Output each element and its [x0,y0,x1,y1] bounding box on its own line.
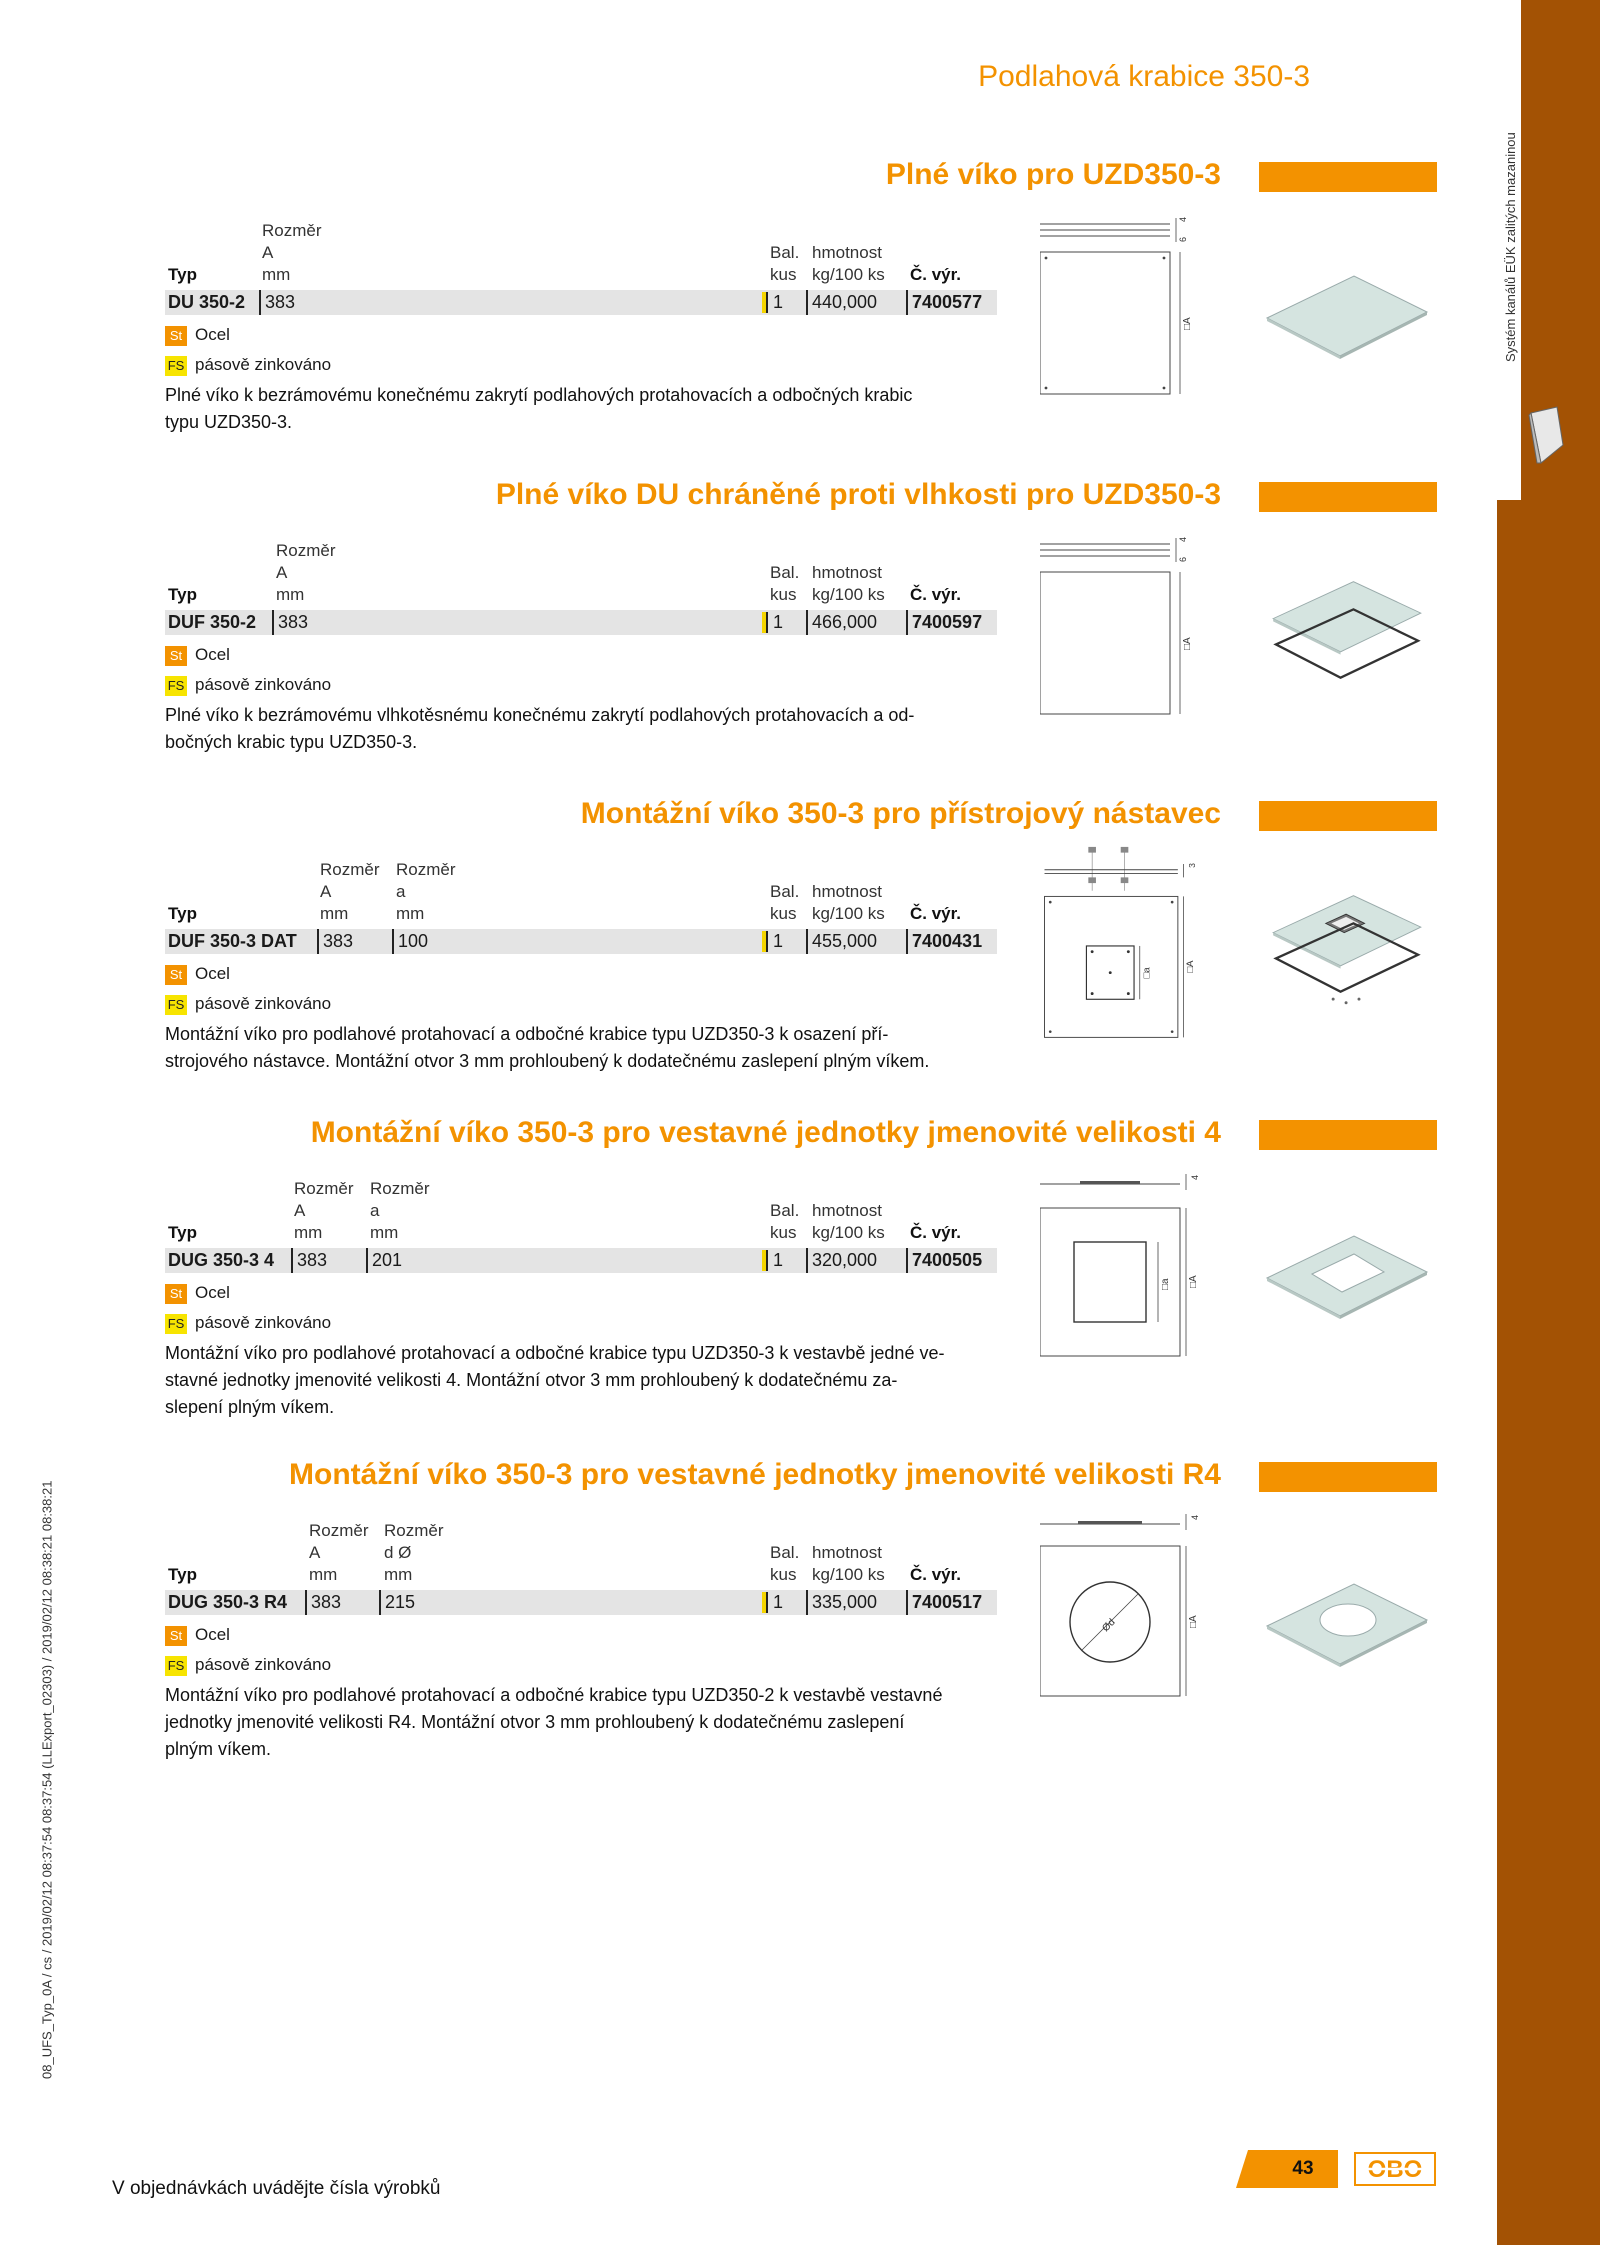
material-fs: FS pásově zinkováno [165,354,331,376]
dim-depth: 3 [1187,863,1197,868]
section-title: Montážní víko 350-3 pro přístrojový nástavec [580,797,1221,830]
dim-thickness: 4 [1178,216,1188,222]
technical-drawing [1040,1170,1230,1370]
hdr-typ: Typ [168,904,197,923]
cell-bal: 1 [773,1250,784,1270]
hdr-bal: Bal. [770,882,800,901]
description: Plné víko k bezrámovému vlhkotěsnému konečnému zakrytí podlahových protahovacích a od- bočných krabic typu UZD350-3. [165,705,915,752]
hdr-kus: kus [770,265,797,284]
hdr-mm-2: mm [384,1565,413,1584]
hdr-kus: kus [770,904,797,923]
hdr-kg: kg/100 ks [812,585,885,604]
dim-a: □A [1182,317,1193,330]
fs-badge: FS [165,1314,187,1334]
hdr-rozmer-2: Rozměr [384,1521,444,1540]
cell-bal: 1 [773,1592,784,1612]
description: Montážní víko pro podlahové protahovací a odbočné krabice typu UZD350-3 k osazení pří- strojového nástavce. Montážní otvor 3 mm prohloubený k dodatečnému zaslepení plným víkem. [165,1024,930,1071]
st-badge: St [165,646,187,666]
cell-type: DUG 350-3 R4 [168,1592,288,1612]
hdr-mm: mm [262,265,291,284]
dim-a: □A [1182,637,1193,650]
hdr-kg: kg/100 ks [812,1565,885,1584]
cell-dim-a: 383 [291,1248,327,1273]
st-badge: St [165,326,187,346]
svg-text:OBO: OBO [1367,2156,1423,2183]
cell-article: 7400597 [906,610,982,635]
cell-article: 7400517 [906,1590,982,1615]
cell-weight: 335,000 [806,1590,877,1615]
cell-weight: 320,000 [806,1248,877,1273]
hdr-bal: Bal. [770,1543,800,1562]
hdr-rozmer: Rozměr [262,221,322,240]
hdr-typ: Typ [168,1223,197,1242]
section-title: Plné víko pro UZD350-3 [885,158,1221,191]
cell-weight: 466,000 [806,610,877,635]
hdr-rozmer: Rozměr [309,1521,369,1540]
cell-bal: 1 [773,292,784,312]
black-mark [766,931,768,952]
hdr-rozmer: Rozměr [294,1179,354,1198]
cell-dim-d: 215 [379,1590,415,1615]
black-mark [766,1250,768,1271]
st-badge: St [165,1284,187,1304]
material-st: St Ocel [165,644,230,666]
black-mark [766,612,768,633]
hdr-hmotnost: hmotnost [812,1201,882,1220]
st-badge: St [165,1626,187,1646]
hdr-dim-a: A [320,882,332,901]
cell-weight: 455,000 [806,929,877,954]
material-st: St Ocel [165,1282,230,1304]
section-duf-350-3-dat [0,797,1497,1097]
hdr-bal: Bal. [770,563,800,582]
fs-badge: FS [165,1656,187,1676]
cell-dim-a: 383 [272,610,308,635]
material-st: St Ocel [165,324,230,346]
material-fs: FS pásově zinkováno [165,993,331,1015]
hdr-kus: kus [770,1565,797,1584]
material-st: St Ocel [165,1624,230,1646]
dim-height: 6 [1178,236,1188,242]
table-row [165,1248,997,1273]
hdr-dim-a: A [262,243,274,262]
hdr-typ: Typ [168,585,197,604]
hdr-kg: kg/100 ks [812,904,885,923]
hdr-bal: Bal. [770,243,800,262]
product-image [1262,1228,1432,1348]
cell-article: 7400577 [906,290,982,315]
hdr-hmotnost: hmotnost [812,563,882,582]
hdr-hmotnost: hmotnost [812,243,882,262]
section-dug-350-3-4 [0,1116,1497,1416]
hdr-cvyr: Č. výr. [910,265,962,284]
cell-dim-a: 383 [259,290,295,315]
section-dug-350-3-r4 [0,1458,1497,1778]
hdr-cvyr: Č. výr. [910,1565,962,1584]
hdr-hmotnost: hmotnost [812,1543,882,1562]
cell-type: DUG 350-3 4 [168,1250,275,1270]
technical-drawing [1040,216,1230,416]
order-note: V objednávkách uvádějte čísla výrobků [112,2178,441,2199]
hdr-dim-small-a: a [396,882,406,901]
cell-bal: 1 [773,612,784,632]
fs-badge: FS [165,356,187,376]
hdr-dim-a: A [294,1201,306,1220]
hdr-mm: mm [309,1565,338,1584]
section-title: Montážní víko 350-3 pro vestavné jednotky jmenovité velikosti R4 [289,1458,1221,1491]
table-row [165,1590,997,1615]
side-category-text: Systém kanálů EÜK zalitých mazaninou [1503,132,1518,362]
table-row [165,290,997,315]
hdr-mm-2: mm [370,1223,399,1242]
st-badge: St [165,965,187,985]
material-st: St Ocel [165,963,230,985]
print-info: 08_UFS_Typ_0A / cs / 2019/02/12 08:37:54 08:37:54 (LLExport_02303) / 2019/02/12 08:38:21 08:38:21 [39,1480,55,2080]
section-bar [1259,1120,1437,1150]
hdr-mm-2: mm [396,904,425,923]
cell-dim-small-a: 100 [392,929,428,954]
section-title: Montážní víko 350-3 pro vestavné jednotky jmenovité velikosti 4 [310,1116,1221,1149]
dim-thickness: 4 [1190,1514,1200,1520]
black-mark [766,1592,768,1613]
duct-icon [1527,405,1567,465]
technical-drawing [1040,845,1230,1045]
dim-thickness: 4 [1190,1174,1200,1180]
dim-small-a: □a [1160,1278,1171,1290]
section-duf-350-2 [0,478,1497,778]
dim-height: 6 [1178,556,1188,562]
fs-badge: FS [165,676,187,696]
hdr-cvyr: Č. výr. [910,585,962,604]
table-row [165,610,997,635]
material-fs: FS pásově zinkováno [165,1654,331,1676]
hdr-kus: kus [770,1223,797,1242]
material-fs: FS pásově zinkováno [165,674,331,696]
hdr-dim-small-a: a [370,1201,380,1220]
section-du-350-2 [0,158,1497,458]
section-bar [1259,801,1437,831]
description: Plné víko k bezrámovému konečnému zakrytí podlahových protahovacích a odbočných krabic typu UZD350-3. [165,385,913,432]
hdr-kus: kus [770,585,797,604]
product-image [1262,1576,1432,1696]
dim-a: □A [1188,1615,1199,1628]
hdr-cvyr: Č. výr. [910,1223,962,1242]
technical-drawing [1040,536,1230,736]
hdr-dim-d: d Ø [384,1543,412,1562]
cell-dim-a: 383 [317,929,353,954]
cell-type: DUF 350-2 [168,612,257,632]
dim-thickness: 4 [1178,536,1188,542]
section-bar [1259,482,1437,512]
section-bar [1259,1462,1437,1492]
hdr-kg: kg/100 ks [812,265,885,284]
dim-diameter: Ød [1100,1616,1118,1635]
hdr-mm: mm [320,904,349,923]
description: Montážní víko pro podlahové protahovací a odbočné krabice typu UZD350-2 k vestavbě vestavné jednotky jmenovité velikosti R4. Montážní otvor 3 mm prohloubený k dodatečnému zaslepení plným víkem. [165,1685,943,1759]
product-image [1262,578,1432,698]
hdr-rozmer: Rozměr [320,860,380,879]
hdr-hmotnost: hmotnost [812,882,882,901]
fs-badge: FS [165,995,187,1015]
hdr-cvyr: Č. výr. [910,904,962,923]
hdr-typ: Typ [168,265,197,284]
cell-type: DUF 350-3 DAT [168,931,297,951]
hdr-dim-a: A [309,1543,321,1562]
cell-dim-small-a: 201 [366,1248,402,1273]
black-mark [766,292,768,313]
description: Montážní víko pro podlahové protahovací a odbočné krabice typu UZD350-3 k vestavbě jedné ve- stavné jednotky jmenovité velikosti 4. Montážní otvor 3 mm prohloubený k dodatečnému za- slepení plným víkem. [165,1343,945,1417]
hdr-rozmer: Rozměr [276,541,336,560]
hdr-rozmer-2: Rozměr [396,860,456,879]
dim-a: □A [1188,1275,1199,1288]
product-image [1262,268,1432,388]
obo-logo [1354,2152,1436,2186]
cell-weight: 440,000 [806,290,877,315]
product-image [1262,892,1432,1012]
cell-article: 7400505 [906,1248,982,1273]
technical-drawing [1040,1510,1230,1710]
material-fs: FS pásově zinkováno [165,1312,331,1334]
section-title: Plné víko DU chráněné proti vlhkosti pro UZD350-3 [495,478,1221,511]
cell-type: DU 350-2 [168,292,246,312]
table-row [165,929,997,954]
hdr-mm: mm [276,585,305,604]
hdr-rozmer-2: Rozměr [370,1179,430,1198]
dim-small-a: □a [1141,967,1153,979]
page-title: Podlahová krabice 350-3 [978,60,1310,93]
page-number: 43 [1292,2158,1314,2179]
cell-bal: 1 [773,931,784,951]
section-bar [1259,162,1437,192]
hdr-kg: kg/100 ks [812,1223,885,1242]
cell-dim-a: 383 [305,1590,341,1615]
dim-a: □A [1185,960,1197,973]
hdr-dim-a: A [276,563,288,582]
cell-article: 7400431 [906,929,982,954]
hdr-typ: Typ [168,1565,197,1584]
hdr-bal: Bal. [770,1201,800,1220]
hdr-mm: mm [294,1223,323,1242]
